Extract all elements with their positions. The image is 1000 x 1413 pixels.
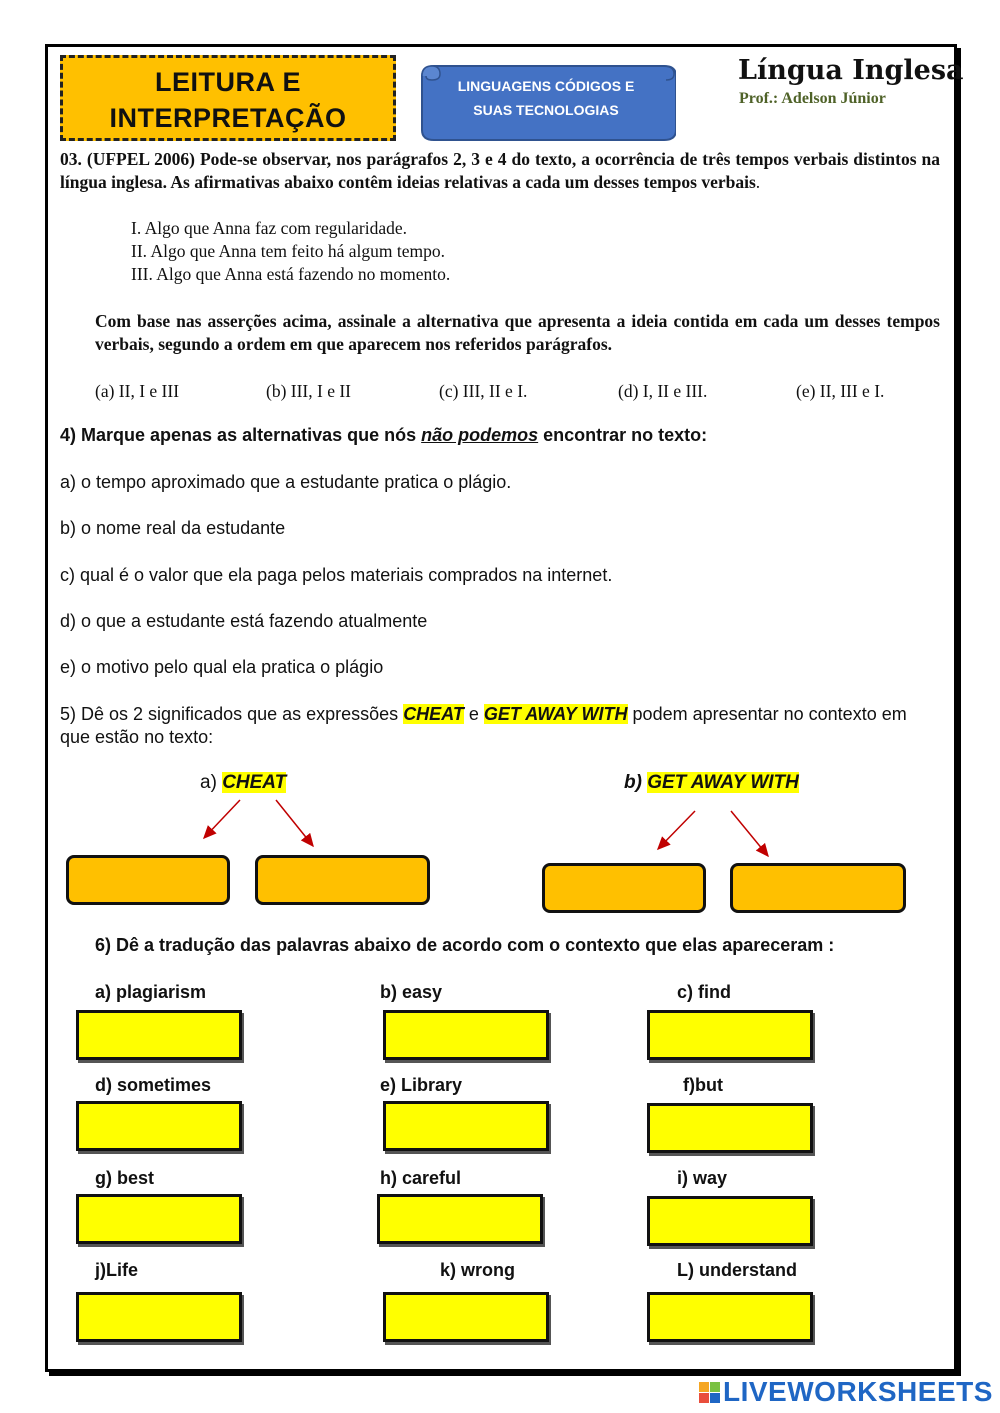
word-label-but: f)but	[683, 1075, 723, 1095]
question-4-option-e[interactable]: e) o motivo pelo qual ela pratica o plágio	[60, 657, 384, 677]
arrow-cheat-left	[204, 800, 240, 838]
label-gaw-word: GET AWAY WITH	[647, 772, 799, 793]
answer-box-wrong[interactable]	[383, 1292, 549, 1342]
highlight-cheat: CHEAT	[403, 704, 464, 724]
word-label-wrong: k) wrong	[440, 1260, 515, 1280]
question-3-base: Com base nas asserções acima, assinale a alternativa que apresenta a ideia contida em cada um desses tempos verbais, segundo a ordem em que aparecem nos referidos parágrafos.	[95, 311, 940, 354]
question-3-option-c[interactable]: (c) III, II e I.	[439, 381, 528, 401]
word-label-library: e) Library	[380, 1075, 463, 1095]
scroll-line-1: LINGUAGENS CÓDIGOS E	[457, 78, 635, 94]
question-3-option-a[interactable]: (a) II, I e III	[95, 381, 180, 401]
badge-line-1: LEITURA E	[155, 67, 301, 97]
question-4-option-a[interactable]: a) o tempo aproximado que a estudante pratica o plágio.	[60, 472, 512, 492]
word-label-way: i) way	[677, 1168, 728, 1188]
label-cheat-word: CHEAT	[222, 772, 287, 793]
teacher-name: Prof.: Adelson Júnior	[739, 90, 886, 107]
question-4-option-b[interactable]: b) o nome real da estudante	[60, 518, 286, 538]
cheat-answer-box-1[interactable]	[66, 855, 230, 905]
arrow-gaw-right	[731, 811, 768, 856]
badge-line-2: INTERPRETAÇÃO	[109, 103, 347, 133]
question-5-text-middle: e	[463, 704, 484, 724]
answer-box-library[interactable]	[383, 1101, 549, 1151]
word-label-best: g) best	[95, 1168, 155, 1188]
question-3-option-b[interactable]: (b) III, I e II	[266, 381, 352, 401]
word-label-sometimes: d) sometimes	[95, 1075, 212, 1095]
highlight-get-away-with: GET AWAY WITH	[483, 704, 628, 724]
answer-box-find[interactable]	[647, 1010, 813, 1060]
word-label-understand: L) understand	[677, 1260, 797, 1280]
question-4-title-end: encontrar no texto:	[538, 425, 708, 445]
question-3-statement: Pode-se observar, nos parágrafos 2, 3 e 4 do texto, a ocorrência de três tempos verbais distintos na língua inglesa. As afirmativas abaixo contêm ideias relativas a cada um desses tempos verbais	[60, 149, 941, 192]
question-3-item-2: II. Algo que Anna tem feito há algum tempo.	[131, 241, 445, 261]
arrow-cheat-right	[276, 800, 313, 846]
liveworksheets-brand: LIVEWORKSHEETS	[723, 1376, 993, 1407]
question-6-title: 6) Dê a tradução das palavras abaixo de acordo com o contexto que elas apareceram :	[95, 935, 835, 955]
gaw-answer-box-1[interactable]	[542, 863, 706, 913]
cheat-answer-box-2[interactable]	[255, 855, 430, 905]
question-5-text-end: podem apresentar no contexto em que estão no texto:	[60, 704, 907, 747]
question-3-item-1: I. Algo que Anna faz com regularidade.	[131, 218, 408, 238]
answer-box-easy[interactable]	[383, 1010, 549, 1060]
subject-title: Língua Inglesa	[738, 55, 964, 86]
answer-box-plagiarism[interactable]	[76, 1010, 242, 1060]
question-3-item-3: III. Algo que Anna está fazendo no momento.	[131, 264, 451, 284]
word-label-find: c) find	[677, 982, 731, 1002]
answer-box-best[interactable]	[76, 1194, 242, 1244]
question-3-number: 03. (UFPEL 2006)	[60, 149, 195, 169]
question-3-period: .	[755, 172, 761, 192]
question-4-title-start: 4) Marque apenas as alternativas que nós	[60, 425, 422, 445]
word-label-plagiarism: a) plagiarism	[95, 982, 207, 1002]
label-gaw-prefix: b)	[624, 772, 648, 793]
word-label-life: j)Life	[95, 1260, 138, 1280]
answer-box-way[interactable]	[647, 1196, 813, 1246]
answer-box-careful[interactable]	[377, 1194, 543, 1244]
gaw-answer-box-2[interactable]	[730, 863, 906, 913]
question-5-text-start: 5) Dê os 2 significados que as expressões	[60, 704, 404, 724]
answer-box-life[interactable]	[76, 1292, 242, 1342]
scroll-line-2: SUAS TECNOLOGIAS	[473, 102, 619, 118]
word-label-easy: b) easy	[380, 982, 443, 1002]
word-label-careful: h) careful	[380, 1168, 462, 1188]
answer-box-but[interactable]	[647, 1103, 813, 1153]
question-4-option-c[interactable]: c) qual é o valor que ela paga pelos materiais comprados na internet.	[60, 565, 613, 585]
question-4-option-d[interactable]: d) o que a estudante está fazendo atualmente	[60, 611, 428, 631]
label-cheat-prefix: a)	[200, 772, 223, 793]
answer-box-sometimes[interactable]	[76, 1101, 242, 1151]
arrow-gaw-left	[658, 811, 695, 849]
answer-box-understand[interactable]	[647, 1292, 813, 1342]
question-4-title-emphasis: não podemos	[421, 425, 539, 445]
liveworksheets-logo-icon	[698, 1378, 722, 1408]
question-3-option-d[interactable]: (d) I, II e III.	[618, 381, 708, 401]
question-3-option-e[interactable]: (e) II, III e I.	[796, 381, 885, 401]
